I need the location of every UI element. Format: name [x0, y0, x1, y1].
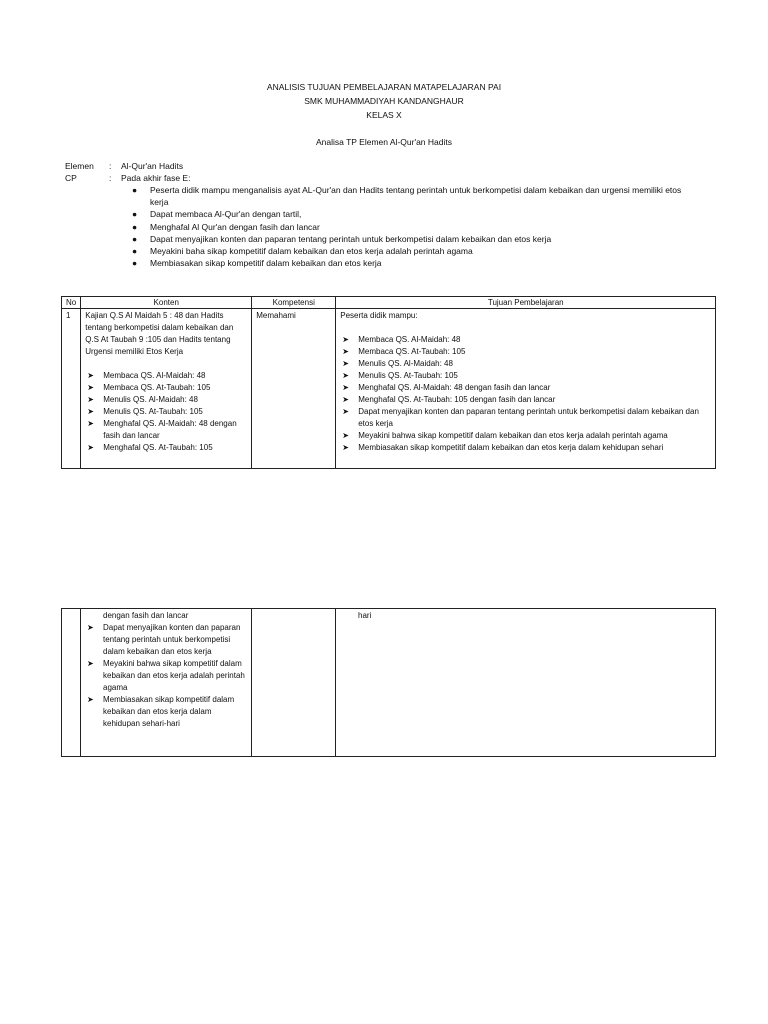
- cell-kompetensi: Memahami: [252, 309, 336, 469]
- arrow-icon: ➤: [87, 659, 94, 668]
- konten-list: [85, 622, 247, 730]
- title-line-1: ANALISIS TUJUAN PEMBELAJARAN MATAPELAJARAN PAI: [266, 82, 502, 92]
- bullet-icon: ●: [132, 246, 138, 257]
- cp-bullet-list: [130, 184, 690, 269]
- list-item: ➤ Dapat menyajikan konten dan paparan tentang perintah untuk berkompetisi dalam kebaikan dan etos kerja: [87, 623, 241, 656]
- arrow-icon: ➤: [87, 623, 94, 632]
- header-konten: Konten: [81, 297, 252, 309]
- cell-tujuan: [336, 609, 716, 757]
- list-item: ➤ Membiasakan sikap kompetitif dalam kebaikan dan etos kerja dalam kehidupan sehari-hari: [87, 695, 235, 728]
- arrow-icon: ➤: [342, 407, 349, 416]
- list-item: ➤ Menghafal QS. Al-Maidah: 48 dengan fasih dan lancar: [342, 383, 551, 392]
- list-item: ➤ Membaca QS. At-Taubah: 105: [87, 383, 211, 392]
- arrow-icon: ➤: [342, 431, 349, 440]
- arrow-icon: ➤: [342, 347, 349, 356]
- bullet-icon: ●: [132, 233, 138, 244]
- arrow-icon: ➤: [87, 419, 94, 428]
- bullet-icon: ●: [132, 258, 138, 269]
- elemen-colon: :: [109, 161, 112, 171]
- cell-kompetensi: [252, 609, 336, 757]
- cp-bullet-item: ● Menghafal Al Qur'an dengan fasih dan lancar: [132, 221, 320, 232]
- konten-intro: Kajian Q.S Al Maidah 5 : 48 dan Hadits tentang berkompetisi dalam kebaikan dan Q.S At Taubah 9 :105 dan Hadits tentang Urgensi memiliki Etos Kerja: [85, 311, 234, 356]
- cp-bullet-item: ● Membiasakan sikap kompetitif dalam kebaikan dan etos kerja: [132, 258, 382, 269]
- title-line-2: SMK MUHAMMADIYAH KANDANGHAUR: [304, 96, 464, 106]
- cell-konten: [81, 609, 252, 757]
- list-item: ➤ Membaca QS. Al-Maidah: 48: [87, 371, 206, 380]
- list-item: ➤ Meyakini bahwa sikap kompetitif dalam kebaikan dan etos kerja adalah perintah agama: [342, 431, 668, 440]
- tujuan-continuation: hari: [358, 611, 372, 620]
- arrow-icon: ➤: [342, 359, 349, 368]
- cell-konten: [81, 309, 252, 469]
- arrow-icon: ➤: [342, 443, 349, 452]
- cp-label: CP: [65, 173, 77, 183]
- header-kompetensi: Kompetensi: [252, 297, 336, 309]
- list-item: ➤ Meyakini bahwa sikap kompetitif dalam kebaikan dan etos kerja adalah perintah agama: [87, 659, 245, 692]
- list-item: ➤ Membaca QS. Al-Maidah: 48: [342, 335, 461, 344]
- title-line-3: KELAS X: [366, 110, 402, 120]
- cp-colon: :: [109, 173, 112, 183]
- cp-bullet-item: ● Dapat membaca Al-Qur'an dengan tartil,: [132, 209, 302, 220]
- cp-bullet-item: ● Peserta didik mampu menganalisis ayat AL-Qur'an dan Hadits tentang perintah untuk berkompetisi dalam kebaikan dan urgensi memiliki etos kerja: [132, 185, 682, 208]
- table-row: [62, 309, 716, 469]
- list-item: ➤ Membiasakan sikap kompetitif dalam kebaikan dan etos kerja dalam kehidupan sehari: [342, 443, 664, 452]
- cell-no: [62, 609, 81, 757]
- bullet-icon: ●: [132, 221, 138, 232]
- arrow-icon: ➤: [342, 335, 349, 344]
- arrow-icon: ➤: [342, 371, 349, 380]
- cp-bullet-item: ● Meyakini baha sikap kompetitif dalam kebaikan dan etos kerja adalah perintah agama: [132, 246, 473, 257]
- konten-continuation: dengan fasih dan lancar: [103, 611, 189, 620]
- tujuan-list: [340, 334, 711, 454]
- table-row: [62, 609, 716, 757]
- arrow-icon: ➤: [342, 383, 349, 392]
- list-item: ➤ Menghafal QS. Al-Maidah: 48 dengan fasih dan lancar: [87, 419, 237, 440]
- cell-tujuan: [336, 309, 716, 469]
- list-item: ➤ Menulis QS. At-Taubah: 105: [87, 407, 203, 416]
- arrow-icon: ➤: [87, 695, 94, 704]
- arrow-icon: ➤: [87, 383, 94, 392]
- list-item: ➤ Menghafal QS. At-Taubah: 105 dengan fasih dan lancar: [342, 395, 556, 404]
- cp-bullet-item: ● Dapat menyajikan konten dan paparan tentang perintah untuk berkompetisi dalam kebaikan dan etos kerja: [132, 233, 552, 244]
- list-item: ➤ Membaca QS. At-Taubah: 105: [342, 347, 466, 356]
- list-item: ➤ Menulis QS. At-Taubah: 105: [342, 371, 458, 380]
- konten-list: [85, 370, 247, 454]
- cell-no: 1: [62, 309, 81, 469]
- tp-table-page-1: [61, 296, 716, 469]
- header-tujuan: Tujuan Pembelajaran: [336, 297, 716, 309]
- arrow-icon: ➤: [87, 443, 94, 452]
- bullet-icon: ●: [132, 209, 138, 220]
- arrow-icon: ➤: [342, 395, 349, 404]
- arrow-icon: ➤: [87, 395, 94, 404]
- table-header-row: [62, 297, 716, 309]
- cp-value: Pada akhir fase E:: [121, 173, 191, 183]
- elemen-value: Al-Qur'an Hadits: [121, 161, 184, 171]
- document-title: [0, 80, 768, 122]
- document-subtitle: Analisa TP Elemen Al-Qur'an Hadits: [316, 137, 452, 147]
- tujuan-intro: Peserta didik mampu:: [340, 311, 418, 320]
- header-no: No: [62, 297, 81, 309]
- tp-table-page-2: [61, 608, 716, 757]
- list-item: ➤ Dapat menyajikan konten dan paparan tentang perintah untuk berkompetisi dalam kebaikan dan etos kerja: [342, 407, 699, 428]
- arrow-icon: ➤: [87, 371, 94, 380]
- arrow-icon: ➤: [87, 407, 94, 416]
- list-item: ➤ Menulis QS. Al-Maidah: 48: [342, 359, 453, 368]
- bullet-icon: ●: [132, 185, 138, 195]
- list-item: ➤ Menulis QS. Al-Maidah: 48: [87, 395, 198, 404]
- elemen-label: Elemen: [65, 161, 94, 171]
- list-item: ➤ Menghafal QS. At-Taubah: 105: [87, 443, 213, 452]
